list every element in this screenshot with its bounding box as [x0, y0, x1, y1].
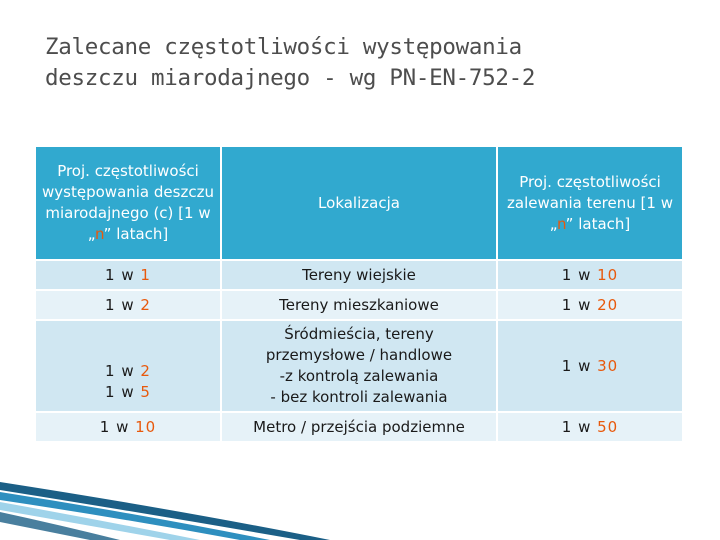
title-line-1: Zalecane częstotliwości występowania	[45, 34, 522, 60]
slide-title	[45, 32, 685, 94]
location-cell: Śródmieścia, tereny przemysłowe / handlowe -z kontrolą zalewania - bez kontroli zalewania	[221, 320, 497, 412]
table-row	[35, 260, 683, 290]
table-header-row	[35, 146, 683, 260]
rain-frequency-cell: 1 w 2 1 w 5	[35, 320, 221, 412]
location-cell: Metro / przejścia podziemne	[221, 412, 497, 442]
header-location: Lokalizacja	[221, 146, 497, 260]
table-row	[35, 290, 683, 320]
header-highlight-n: n	[556, 214, 566, 233]
flood-frequency-cell: 1 w 50	[497, 412, 683, 442]
location-cell: Tereny mieszkaniowe	[221, 290, 497, 320]
flood-frequency-cell: 1 w 20	[497, 290, 683, 320]
header-flood-frequency: Proj. częstotliwości zalewania terenu [1 w „n” latach]	[497, 146, 683, 260]
header-rain-frequency: Proj. częstotliwości występowania deszczu miarodajnego (c) [1 w „n” latach]	[35, 146, 221, 260]
rain-frequency-cell: 1 w 10	[35, 412, 221, 442]
title-line-2: deszczu miarodajnego - wg PN-EN-752-2	[45, 65, 536, 91]
flood-frequency-cell: 1 w 10	[497, 260, 683, 290]
location-cell: Tereny wiejskie	[221, 260, 497, 290]
rain-frequency-cell: 1 w 2	[35, 290, 221, 320]
rain-frequency-cell: 1 w 1	[35, 260, 221, 290]
frequency-table	[34, 145, 684, 443]
flood-frequency-cell: 1 w 30	[497, 320, 683, 412]
table-row	[35, 320, 683, 412]
decorative-swoosh	[0, 430, 720, 540]
header-highlight-n: n	[94, 225, 104, 243]
